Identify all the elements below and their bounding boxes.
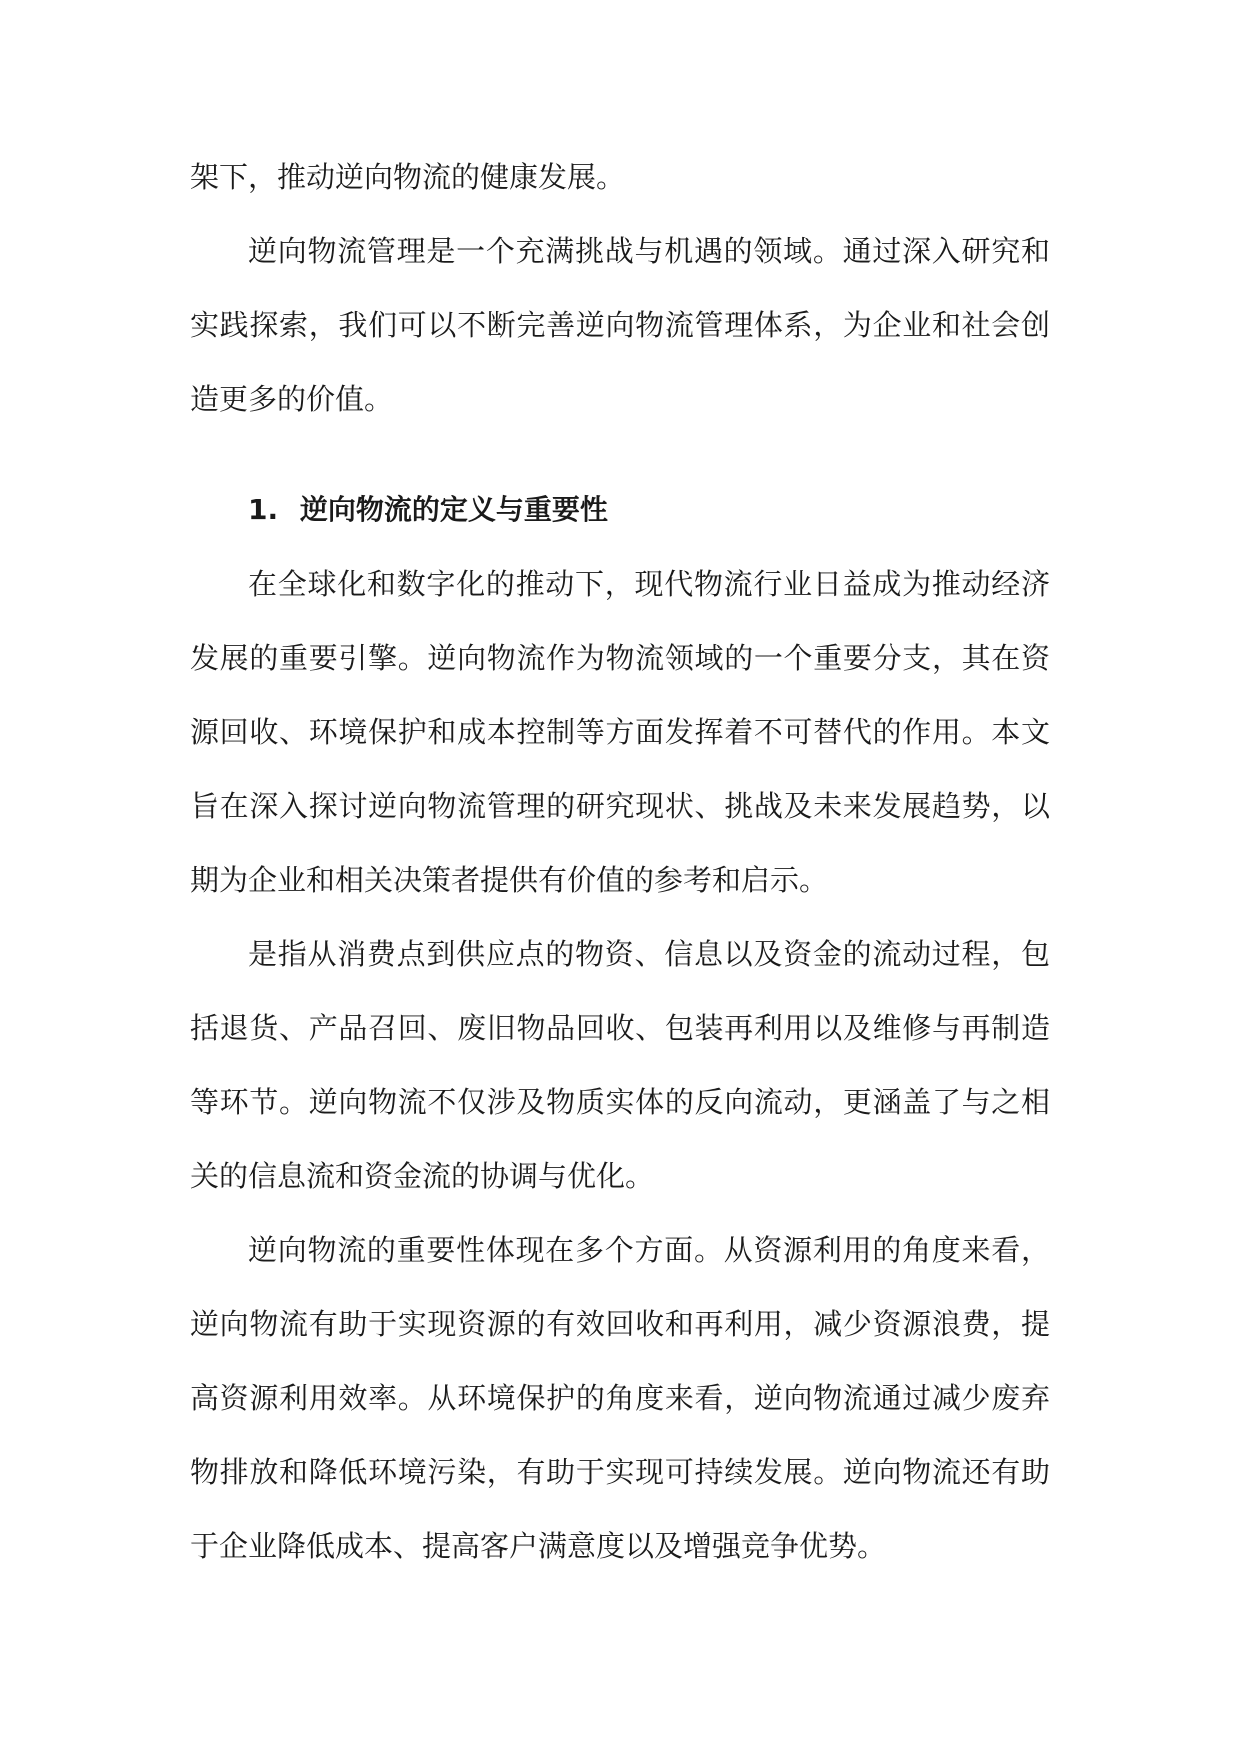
paragraph-definition: 是指从消费点到供应点的物资、信息以及资金的流动过程，包括退货、产品召回、废旧物品回收、包装再利用以及维修与再制造等环节。逆向物流不仅涉及物质实体的反向流动，更涵盖了与之相关的信息流和资金流的协调与优化。 xyxy=(190,937,1050,1193)
section-heading-text: 逆向物流的定义与重要性 xyxy=(299,493,608,526)
paragraph-continued: 架下，推动逆向物流的健康发展。 xyxy=(190,160,626,194)
paragraph-intro: 逆向物流管理是一个充满挑战与机遇的领域。通过深入研究和实践探索，我们可以不断完善逆向物流管理体系，为企业和社会创造更多的价值。 xyxy=(190,234,1050,416)
section-heading-number: 1. xyxy=(248,493,279,526)
section-heading xyxy=(190,473,1050,547)
section-gap xyxy=(190,436,1050,473)
paragraph-importance: 逆向物流的重要性体现在多个方面。从资源利用的角度来看，逆向物流有助于实现资源的有效回收和再利用，减少资源浪费，提高资源利用效率。从环境保护的角度来看，逆向物流通过减少废弃物排放和降低环境污染，有助于实现可持续发展。逆向物流还有助于企业降低成本、提高客户满意度以及增强竞争优势。 xyxy=(190,1233,1050,1563)
document-page xyxy=(190,140,1050,1583)
paragraph-background: 在全球化和数字化的推动下，现代物流行业日益成为推动经济发展的重要引擎。逆向物流作为物流领域的一个重要分支，其在资源回收、环境保护和成本控制等方面发挥着不可替代的作用。本文旨在深入探讨逆向物流管理的研究现状、挑战及未来发展趋势，以期为企业和相关决策者提供有价值的参考和启示。 xyxy=(190,567,1050,897)
